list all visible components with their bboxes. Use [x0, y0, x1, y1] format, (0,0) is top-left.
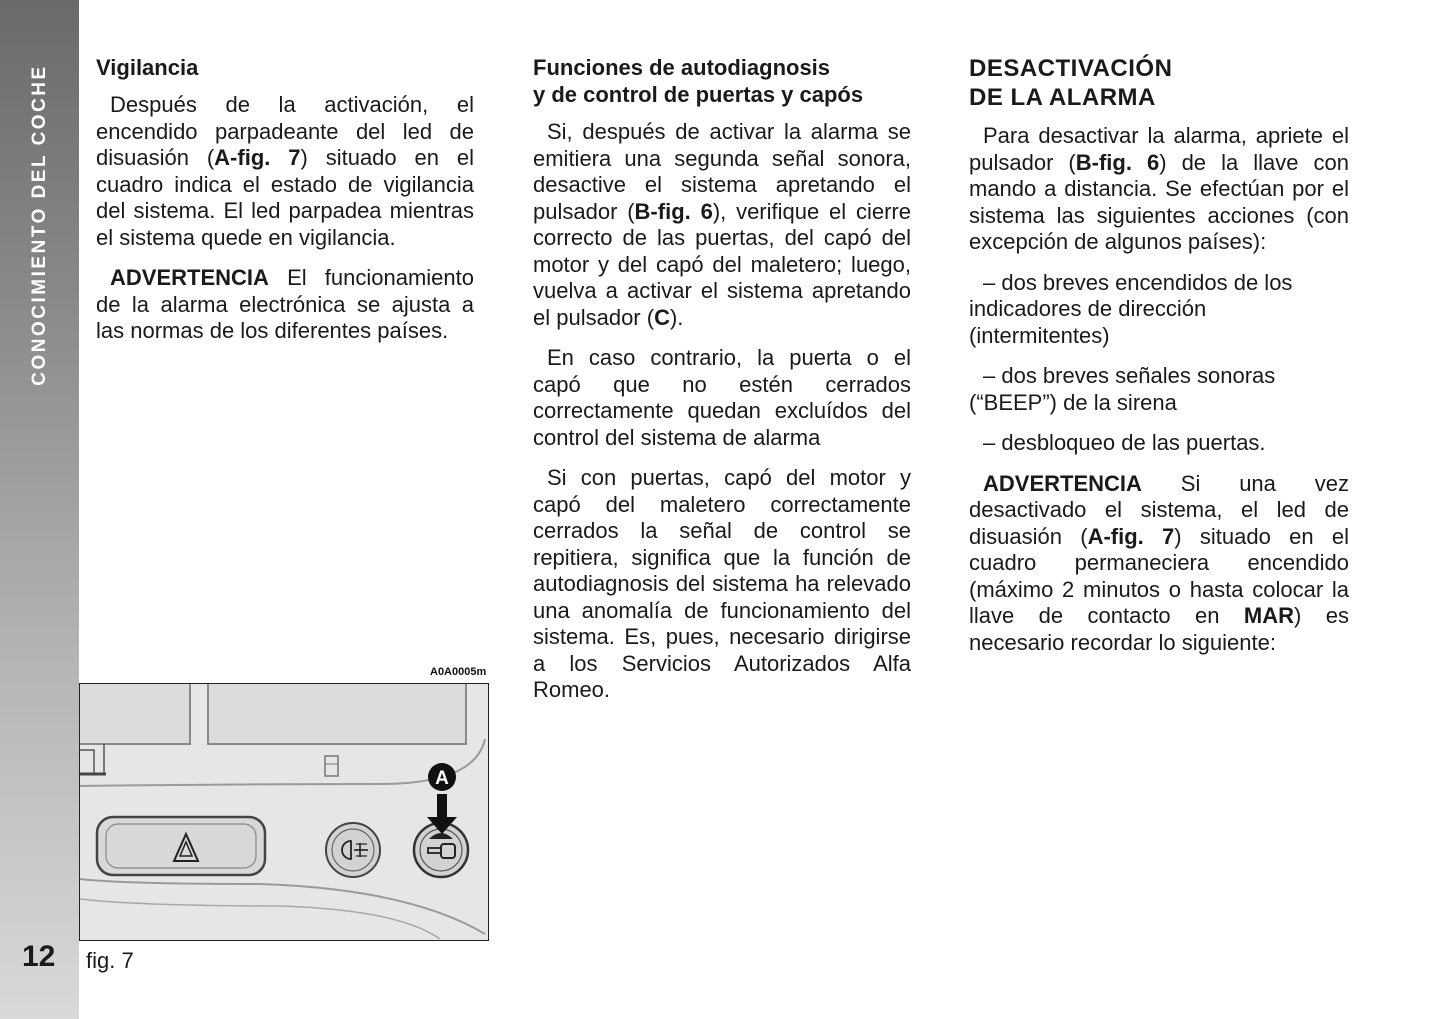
- list-item-beep: – dos breves señales sonoras (“BEEP”) de la sirena: [969, 363, 1276, 415]
- section-label: CONOCIMIENTO DEL COCHE: [29, 64, 50, 386]
- column-autodiagnosis: [533, 54, 911, 718]
- heading-vigilancia: Vigilancia: [96, 55, 199, 80]
- heading-desactivacion: [969, 54, 1349, 112]
- figure-ref: B-fig. 6: [1075, 149, 1160, 175]
- heading-line: DESACTIVACIÓN: [969, 55, 1173, 82]
- heading-line: DE LA ALARMA: [969, 84, 1156, 111]
- text-span: Después de la activación, el encendido parpadeante del led de disuasión (: [96, 92, 474, 170]
- heading-line: y de control de puertas y capós: [533, 82, 864, 107]
- paragraph-advertencia: [96, 265, 474, 345]
- page-number: 12: [22, 940, 56, 973]
- figure-caption: fig. 7: [86, 948, 134, 973]
- paragraph-autodiagnosis-2: En caso contrario, la puerta o el capó que no estén cerrados correctamente quedan excluídos del control del sistema de alarma: [533, 345, 911, 450]
- key-position-ref: MAR: [1243, 603, 1295, 628]
- text-span: Para desactivar la alarma, apriete el pulsador (: [969, 123, 1349, 175]
- figure-code: A0A0005m: [430, 666, 487, 678]
- heading-line: Funciones de autodiagnosis: [533, 55, 831, 80]
- text-span: ) situado en el cuadro permaneciera encendido (máximo 2 minutos o hasta colocar la llave de contacto en: [969, 523, 1350, 628]
- warning-label: ADVERTENCIA: [110, 265, 269, 290]
- text-span: ) de la llave con mando a distancia. Se efectúan por el sistema las siguientes acciones (con excepción de algunos países):: [969, 149, 1349, 254]
- callout-label: A: [435, 768, 449, 789]
- warning-label: ADVERTENCIA: [983, 470, 1142, 496]
- paragraph-vigilancia: [96, 92, 474, 251]
- text-span: ) es necesario recordar lo siguiente:: [969, 603, 1349, 655]
- figure-ref: A-fig. 7: [1087, 523, 1175, 549]
- side-band: [0, 0, 79, 1019]
- dashboard-figure: [79, 683, 489, 941]
- list-item-unlock: – desbloqueo de las puertas.: [983, 430, 1266, 455]
- figure-ref: A-fig. 7: [214, 145, 301, 170]
- paragraph-autodiagnosis-3: Si con puertas, capó del motor y capó del maletero correctamente cerrados la señal de control se repitiera, significa que la función de autodiagnosis del sistema ha relevado una anomalía de funcionamiento del sistema. Es, pues, necesario dirigirse a los Servicios Autorizados Alfa Romeo.: [533, 465, 911, 702]
- text-span: ).: [669, 304, 684, 330]
- text-span: ), verifique el cierre correcto de las puertas, del capó del motor y del capó del maletero; luego, vuelva a activar el sistema apretando el pulsador (: [533, 198, 911, 330]
- paragraph-advertencia-2: [969, 471, 1349, 657]
- text-span: Si, después de activar la alarma se emitiera una segunda señal sonora, desactive el sistema apretando el pulsador (: [533, 119, 911, 224]
- text-span: Si una vez desactivado el sistema, el led de disuasión (: [969, 470, 1349, 549]
- column-vigilancia: [96, 54, 474, 359]
- list-item-indicators: – dos breves encendidos de los indicadores de dirección (intermitentes): [969, 269, 1293, 348]
- text-span: El funcionamiento de la alarma electrónica se ajusta a las normas de los diferentes países.: [96, 265, 474, 343]
- text-span: ) situado en el cuadro indica el estado de vigilancia del sistema. El led parpadea mientras el sistema quede en vigilancia.: [96, 145, 475, 250]
- column-desactivacion: [969, 54, 1349, 670]
- paragraph-autodiagnosis-1: [533, 119, 911, 331]
- figure-ref: B-fig. 6: [634, 198, 713, 224]
- button-ref: C: [654, 304, 670, 330]
- heading-autodiagnosis: [533, 54, 911, 108]
- dashboard-panel-icon: [80, 684, 487, 939]
- paragraph-desactivacion: [969, 123, 1349, 256]
